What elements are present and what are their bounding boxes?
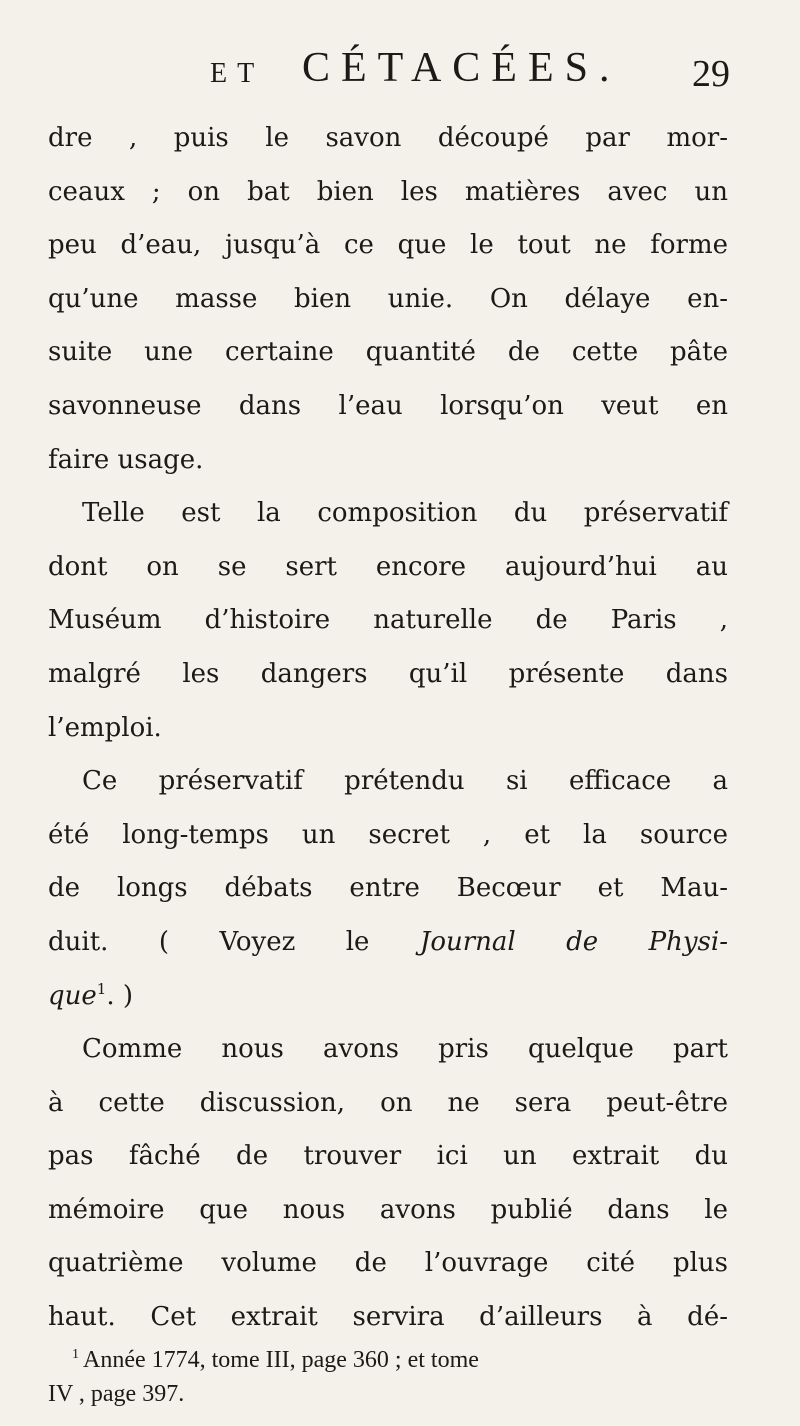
text-fragment: . ) [106,980,134,1011]
footnote-mark: 1 [72,1347,79,1362]
text-fragment: duit. ( Voyez le [48,926,420,957]
text-line: Muséum d’histoire naturelle de Paris , [48,605,728,636]
text-line: ceaux ; on bat bien les matières avec un [48,176,728,207]
text-line: dre , puis le savon découpé par mor- [48,123,728,153]
running-head-title: CÉTACÉES. [302,45,621,91]
footnote-line: IV , page 397. [48,1381,185,1407]
text-line: Telle est la composition du préservatif [82,498,728,529]
text-line: à cette discussion, on ne sera peut-être [48,1087,728,1118]
text-line: peu d’eau, jusqu’à ce que le tout ne forme [48,230,728,261]
footnote-text: Année 1774, tome III, page 360 ; et tome [83,1347,479,1373]
text-line: faire usage. [48,444,204,475]
text-line: Ce préservatif prétendu si efficace a [82,766,728,797]
journal-title: Journal de Physi- [419,926,729,957]
running-head-left: ET [210,58,265,89]
text-line-with-title [48,916,728,970]
text-line: qu’une masse bien unie. On délaye en- [48,283,728,314]
text-line: haut. Cet extrait servira d’ailleurs à dé- [48,1302,728,1333]
text-line: pas fâché de trouver ici un extrait du [48,1141,728,1172]
text-line: dont on se sert encore aujourd’hui au [48,551,728,582]
body-text [48,112,728,1345]
text-line: l’emploi. [48,712,162,743]
text-line: de longs débats entre Becœur et Mau- [48,873,728,904]
footnote-line [48,1343,728,1377]
text-line: Comme nous avons pris quelque part [82,1034,728,1065]
footnote-reference[interactable]: 1 [96,979,107,998]
text-line: mémoire que nous avons publié dans le [48,1194,728,1225]
text-line-with-footnote-ref [48,970,728,1024]
text-line: quatrième volume de l’ouvrage cité plus [48,1248,728,1279]
text-line: malgré les dangers qu’il présente dans [48,658,728,689]
text-line: été long-temps un secret , et la source [48,819,728,850]
footnotes [48,1343,728,1411]
running-head [210,38,730,98]
text-line: savonneuse dans l’eau lorsqu’on veut en [48,390,728,421]
page-number: 29 [692,53,730,95]
journal-title-end: que [48,980,97,1011]
text-line: suite une certaine quantité de cette pâte [48,337,728,368]
